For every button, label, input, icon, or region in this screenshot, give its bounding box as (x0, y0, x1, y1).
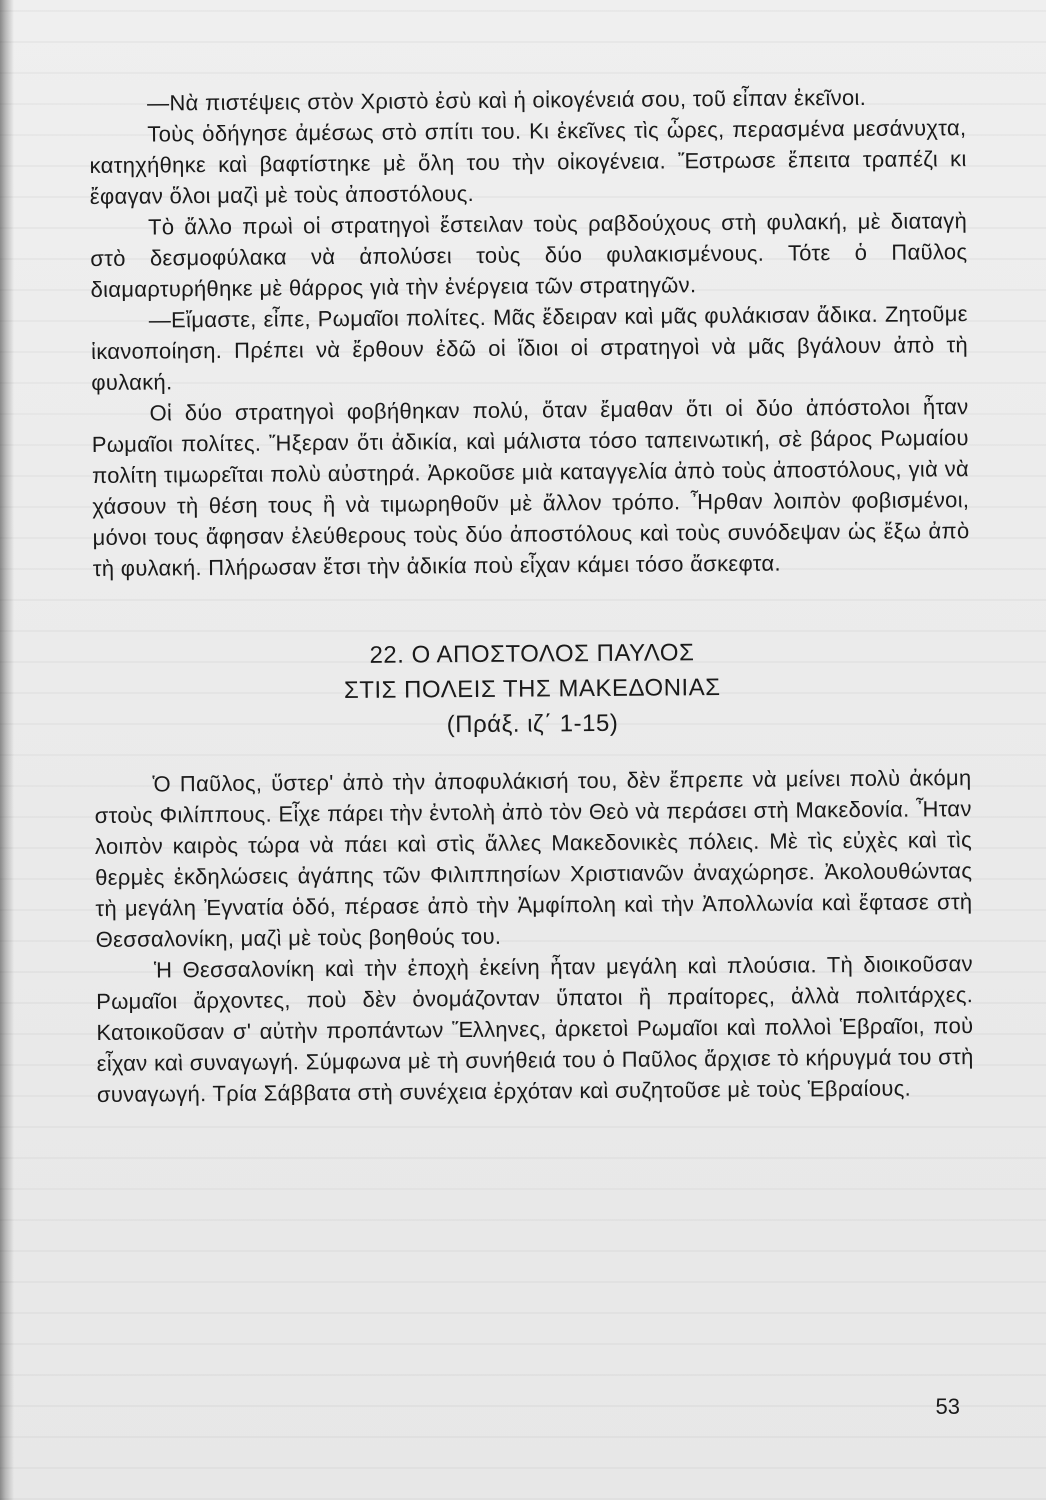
page-spine-shadow (0, 0, 14, 1500)
paragraph-5: Οἱ δύο στρατηγοὶ φοβήθηκαν πολύ, ὅταν ἔμαθαν ὅτι οἱ δύο ἀπόστολοι ἦταν Ρωμαῖοι πολίτες. Ἤξεραν ὅτι ἀδικία, καὶ μάλιστα τόσο ταπεινωτική, σὲ βάρος Ρωμαίου πολίτη τιμωρεῖται πολὺ αὐστηρά. Ἀρκοῦσε μιὰ καταγγελία ἀπὸ τοὺς ἀποστόλους, γιὰ νὰ χάσουν τὴ θέση τους ἢ νὰ τιμωρηθοῦν μὲ ἄλλον τρόπο. Ἦρθαν λοιπὸν φοβισμένοι, μόνοι τους ἄφησαν ἐλεύθερους τοὺς δύο ἀποστόλους καὶ τοὺς συνόδεψαν ὡς ἔξω ἀπὸ τὴ φυλακή. Πλήρωσαν ἔτσι τὴν ἀδικία ποὺ εἶχαν κάμει τόσο ἄσκεφτα. (91, 394, 970, 581)
paragraph-4: —Εἴμαστε, εἶπε, Ρωμαῖοι πολίτες. Μᾶς ἔδειραν καὶ μᾶς φυλάκισαν ἄδικα. Ζητοῦμε ἱκανοποίηση. Πρέπει νὰ ἔρθουν ἐδῶ οἱ ἴδιοι οἱ στρατηγοὶ νὰ μᾶς βγάλουν ἀπὸ τὴ φυλακή. (90, 301, 969, 395)
paragraph-7: Ἡ Θεσσαλονίκη καὶ τὴν ἐποχὴ ἐκείνη ἦταν μεγάλη καὶ πλούσια. Τὴ διοικοῦσαν Ρωμαῖοι ἄρχοντες, ποὺ δὲν ὀνομάζονταν ὕπατοι ἢ πραίτορες, ἀλλὰ πολιτάρχες. Κατοικοῦσαν σ' αὐτὴν προπάντων Ἕλληνες, ἀρκετοὶ Ρωμαῖοι καὶ πολλοὶ Ἑβραῖοι, ποὺ εἶχαν καὶ συναγωγή. Σύμφωνα μὲ τὴ συνήθειά του ὁ Παῦλος ἄρχισε τὸ κήρυγμά του στὴ συναγωγή. Τρία Σάββατα στὴ συνέχεια ἐρχόταν καὶ συζητοῦσε μὲ τοὺς Ἑβραίους. (96, 951, 974, 1107)
page-number: 53 (935, 1394, 960, 1419)
paragraph-3: Τὸ ἄλλο πρωὶ οἱ στρατηγοὶ ἔστειλαν τοὺς ραβδούχους στὴ φυλακή, μὲ διαταγὴ στὸ δεσμοφύλακα νὰ ἀπολύσει τοὺς δύο φυλακισμένους. Τότε ὁ Παῦλος διαμαρτυρήθηκε μὲ θάρρος γιὰ τὴν ἐνέργεια τῶν στρατηγῶν. (90, 208, 968, 302)
page-text (89, 81, 974, 1110)
chapter-title: 22. Ο ΑΠΟΣΤΟΛΟΣ ΠΑΥΛΟΣ (369, 639, 695, 669)
chapter-heading (93, 633, 971, 745)
paragraph-6: Ὁ Παῦλος, ὕστερ' ἀπὸ τὴν ἀποφυλάκισή του, δὲν ἔπρεπε νὰ μείνει πολὺ ἀκόμη στοὺς Φιλίππους. Εἶχε πάρει τὴν ἐντολὴ ἀπὸ τὸν Θεὸ νὰ περάσει στὴ Μακεδονία. Ἦταν λοιπὸν καιρὸς τώρα νὰ πάει καὶ στὶς ἄλλες Μακεδονικὲς πόλεις. Μὲ τὶς εὐχὲς καὶ τὶς θερμὲς ἐκδηλώσεις ἀγάπης τῶν Φιλιππησίων Χριστιανῶν ἀναχώρησε. Ἀκολουθώντας τὴ μεγάλη Ἐγνατία ὁδό, πέρασε ἀπὸ τὴν Ἀμφίπολη καὶ τὴν Ἀπολλωνία καὶ ἔφτασε στὴ Θεσσαλονίκη, μαζὶ μὲ τοὺς βοηθούς του. (94, 765, 973, 952)
paragraph-1: —Νὰ πιστέψεις στὸν Χριστὸ ἐσὺ καὶ ἡ οἰκογένειά σου, τοῦ εἶπαν ἐκεῖνοι. (147, 84, 867, 116)
paragraph-2: Τοὺς ὁδήγησε ἀμέσως στὸ σπίτι του. Κι ἐκεῖνες τὶς ὧρες, περασμένα μεσάνυχτα, κατηχήθηκε καὶ βαφτίστηκε μὲ ὅλη του τὴν οἰκογένεια. Ἔστρωσε ἔπειτα τραπέζι κι ἔφαγαν ὅλοι μαζὶ μὲ τοὺς ἀποστόλους. (89, 115, 967, 209)
chapter-reference: (Πράξ. ιζ΄ 1-15) (446, 709, 619, 739)
chapter-subtitle: ΣΤΙΣ ΠΟΛΕΙΣ ΤΗΣ ΜΑΚΕΔΟΝΙΑΣ (343, 674, 721, 705)
